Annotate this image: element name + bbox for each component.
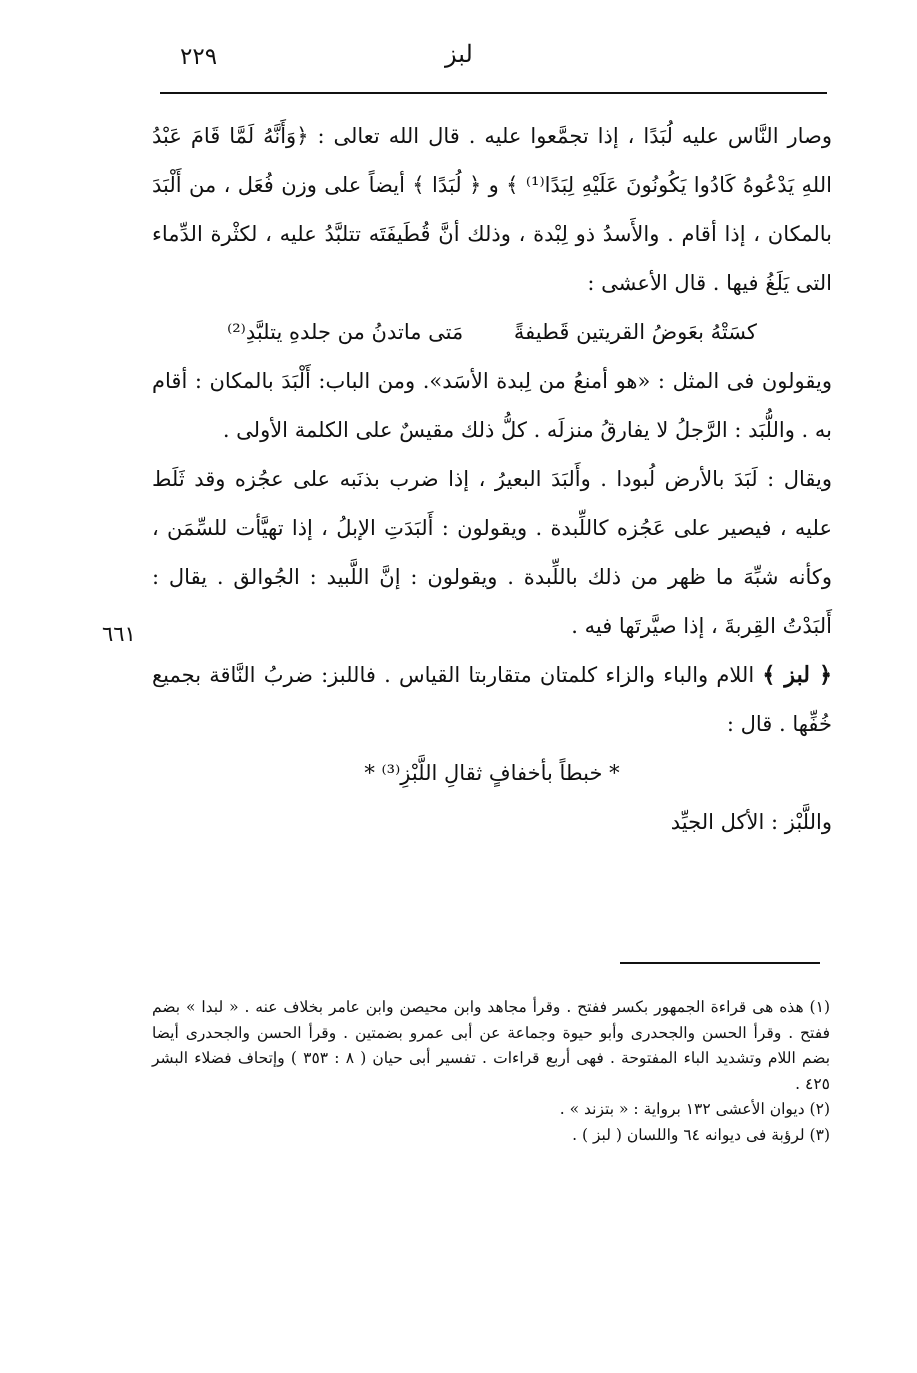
entry-head: ﴿ لبز ﴾ <box>762 662 832 688</box>
footnotes <box>152 995 830 1148</box>
verse-1 <box>152 308 832 357</box>
main-text <box>152 112 832 847</box>
running-title: لبز <box>445 40 473 68</box>
verse-1-hemistich-2: مَتى ماتدنُ من جلدهِ يتلبَّدِ⁽²⁾ <box>227 320 464 344</box>
paragraph-5: واللَّبْز : الأكل الجيِّد <box>670 810 832 834</box>
paragraph-1: وصار النَّاس عليه لُبَدًا ، إذا تجمَّعوا عليه . قال الله تعالى : ﴿وَأَنَّهُ لَمَّا قَامَ عَبْدُ اللهِ يَدْعُوهُ كَادُوا يَكُونُونَ عَلَيْهِ لِبَدًا⁽¹⁾ ﴾ و ﴿ لُبَدًا ﴾ أيضاً على وزن فُعَل ، من أَلْبَدَ بالمكان ، إذا أقام . والأَسدُ ذو لِبْدة ، وذلك أنَّ قُطَيفَتَه تتلبَّدُ عليه ، لكثْرة الدِّماء التى يَلَغُ فيها . قال الأعشى : <box>152 124 832 295</box>
footnote-3: (٣) لرؤبة فى ديوانه ٦٤ واللسان ( لبز ) . <box>572 1125 830 1144</box>
footnote-2: (٢) ديوان الأعشى ١٣٢ برواية : « بتزند » . <box>559 1100 830 1118</box>
paragraph-2: ويقولون فى المثل : «هو أمنعُ من لِبدة الأسَد». ومن الباب: أَلْبَدَ بالمكان : أقام به . واللُّبَد : الرَّجلُ لا يفارقُ منزلَه . كلُّ ذلك مقيسٌ على الكلمة الأولى . <box>152 369 832 442</box>
paragraph-3: ويقال : لَبَدَ بالأرض لُبودا . وأَلبَدَ البعيرُ ، إذا ضرب بذنَبه على عجُزه وقد ثَلَط عليه ، فيصير على عَجُزه كاللِّبدة . ويقولون : أَلبَدَتِ الإبلُ ، إذا تهيَّأت للسِّمَن ، وكأنه شبِّهَ ما ظهر من ذلك باللِّبدة . ويقولون : إنَّ اللَّبيد : الجُوالق . يقال : أَلبَدْتُ القِربةَ ، إذا صيَّرتَها فيه . <box>152 467 832 638</box>
footnote-1: (١) هذه هى قراءة الجمهور بكسر ففتح . وقرأ مجاهد وابن محيصن وابن عامر بخلاف عنه . « لبدا » بضم ففتح . وقرأ الحسن والجحدرى وأبو حيوة وجماعة عن أبى عمرو بضمتين . وقرأ الحسن والجحدرى أيضا بضم اللام وتشديد الباء المفتوحة . فهى أربع قراءات . تفسير أبى حيان ( ٨ : ٣٥٣ ) وإتحاف فضلاء البشر ٤٢٥ . <box>152 998 831 1093</box>
entry-paragraph <box>152 651 832 749</box>
margin-number: ٦٦١ <box>102 622 136 646</box>
verse-2: * خبطاً بأخفافٍ ثقالِ اللَّبْزِ⁽³⁾ * <box>364 761 620 785</box>
page-number: ٢٢٩ <box>180 44 218 70</box>
verse-1-hemistich-1: كسَتْهُ بعَوضُ القريتين قَطيفةً <box>513 320 757 344</box>
paragraph-4: اللام والباء والزاء كلمتان متقاربتا القياس . فاللبز: ضربُ النَّاقة بجميع خُفِّها . قال : <box>152 663 832 736</box>
footnote-rule <box>620 962 820 964</box>
header-rule <box>160 92 827 94</box>
